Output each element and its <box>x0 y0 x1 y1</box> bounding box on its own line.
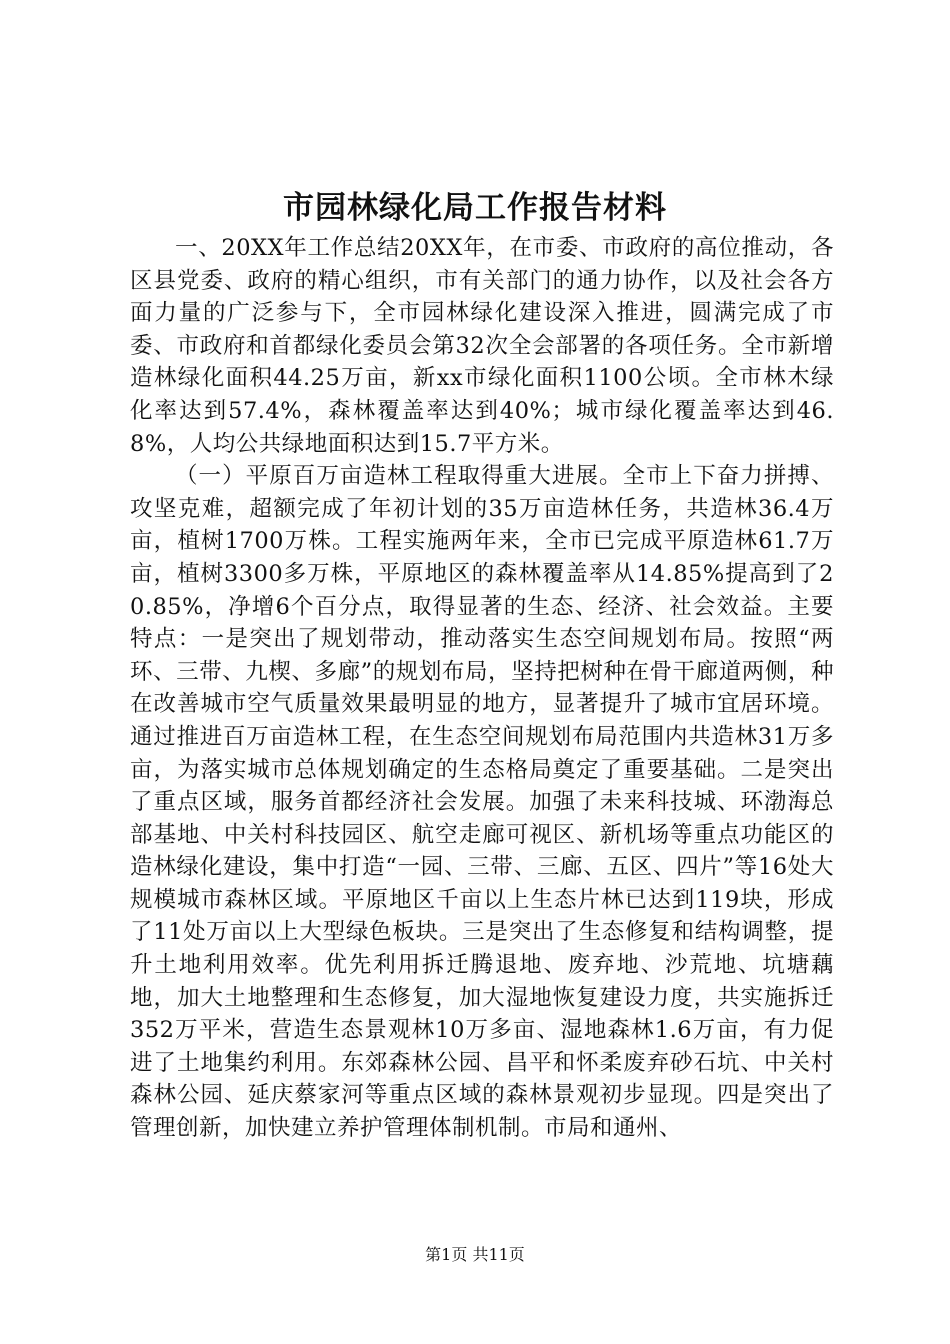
document-body <box>130 232 834 1145</box>
paragraph-plain-afforestation: （一）平原百万亩造林工程取得重大进展。全市上下奋力拼搏、攻坚克难，超额完成了年初计划的35万亩造林任务，共造林36.4万亩，植树1700万株。工程实施两年来，全市已完成平原造林61.7万亩，植树3300多万株，平原地区的森林覆盖率从14.85%提高到了20.85%，净增6个百分点，取得显著的生态、经济、社会效益。主要特点：一是突出了规划带动，推动落实生态空间规划布局。按照“两环、三带、九楔、多廊”的规划布局，坚持把树种在骨干廊道两侧，种在改善城市空气质量效果最明显的地方，显著提升了城市宜居环境。通过推进百万亩造林工程，在生态空间规划布局范围内共造林31万多亩，为落实城市总体规划确定的生态格局奠定了重要基础。二是突出了重点区域，服务首都经济社会发展。加强了未来科技城、环渤海总部基地、中关村科技园区、航空走廊可视区、新机场等重点功能区的造林绿化建设，集中打造“一园、三带、三廊、五区、四片”等16处大规模城市森林区域。平原地区千亩以上生态片林已达到119块，形成了11处万亩以上大型绿色板块。三是突出了生态修复和结构调整，提升土地利用效率。优先利用拆迁腾退地、废弃地、沙荒地、坑塘藕地，加大土地整理和生态修复，加大湿地恢复建设力度，共实施拆迁352万平米，营造生态景观林10万多亩、湿地森林1.6万亩，有力促进了土地集约利用。东郊森林公园、昌平和怀柔废弃砂石坑、中关村森林公园、延庆蔡家河等重点区域的森林景观初步显现。四是突出了管理创新，加快建立养护管理体制机制。市局和通州、 <box>130 463 834 1142</box>
document-title: 市园林绿化局工作报告材料 <box>283 190 667 226</box>
paragraph-summary: 一、20XX年工作总结20XX年，在市委、市政府的高位推动，各区县党委、政府的精心组织，市有关部门的通力协作，以及社会各方面力量的广泛参与下，全市园林绿化建设深入推进，圆满完成了市委、市政府和首都绿化委员会第32次全会部署的各项任务。全市新增造林绿化面积44.25万亩，新xx市绿化面积1100公顷。全市林木绿化率达到57.4%，森林覆盖率达到40%；城市绿化覆盖率达到46.8%，人均公共绿地面积达到15.7平方米。 <box>130 235 834 457</box>
page-number-footer: 第1页 共11页 <box>425 1245 525 1264</box>
